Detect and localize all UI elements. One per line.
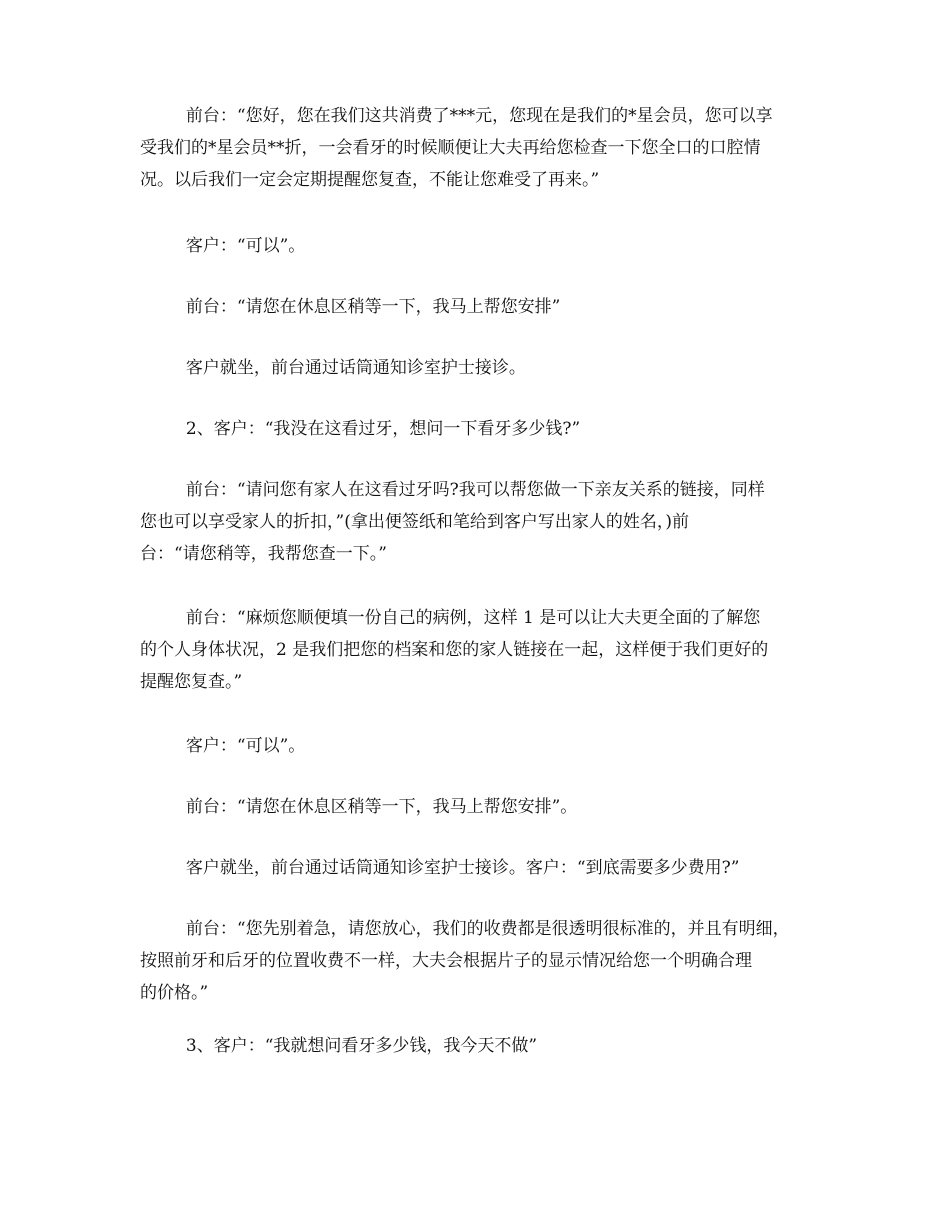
paragraph-customer-seated: 客户就坐，前台通过话筒通知诊室护士接诊。 [185, 358, 526, 378]
paragraph-customer-agree-2: 客户：“可以”。 [185, 736, 306, 756]
paragraph-question-3: 3、客户：“我就想问看牙多少钱，我今天不做” [185, 1036, 538, 1056]
paragraph-cost-question: 客户就坐，前台通过话筒通知诊室护士接诊。客户：“到底需要多少费用?” [185, 858, 740, 878]
paragraph-customer-agree: 客户：“可以”。 [185, 236, 306, 256]
paragraph-wait-arrange-2: 前台：“请您在休息区稍等一下，我马上帮您安排”。 [185, 797, 578, 817]
paragraph-medical-record: 前台：“麻烦您顺便填一份自己的病例，这样 1 是可以让大夫更全面的了解您 的个人身体状况，2 是我们把您的档案和您的家人链接在一起，这样便于我们更好的 提醒您复查。” [140, 608, 769, 692]
paragraph-question-2: 2、客户：“我没在这看过牙，想问一下看牙多少钱?” [185, 419, 581, 439]
paragraph-wait-arrange: 前台：“请您在休息区稍等一下，我马上帮您安排” [185, 297, 561, 317]
paragraph-membership-discount: 前台：“您好，您在我们这共消费了***元，您现在是我们的*星会员，您可以享 受我们的*星会员**折，一会看牙的时候顺便让大夫再给您检查一下您全口的口腔情 况。以后我们一定会定期提醒您复查，不能让您难受了再来。” [140, 106, 773, 190]
paragraph-pricing-explain: 前台：“您先别着急，请您放心，我们的收费都是很透明很标准的，并且有明细， 按照前牙和后牙的位置收费不一样，大夫会根据片子的显示情况给您一个明确合理 的价格。” [140, 919, 790, 1003]
paragraph-family-link: 前台：“请问您有家人在这看过牙吗?我可以帮您做一下亲友关系的链接，同样 您也可以享受家人的折扣，”(拿出便签纸和笔给到客户写出家人的姓名，)前 台：“请您稍等，我帮您查一下。” [140, 480, 765, 564]
